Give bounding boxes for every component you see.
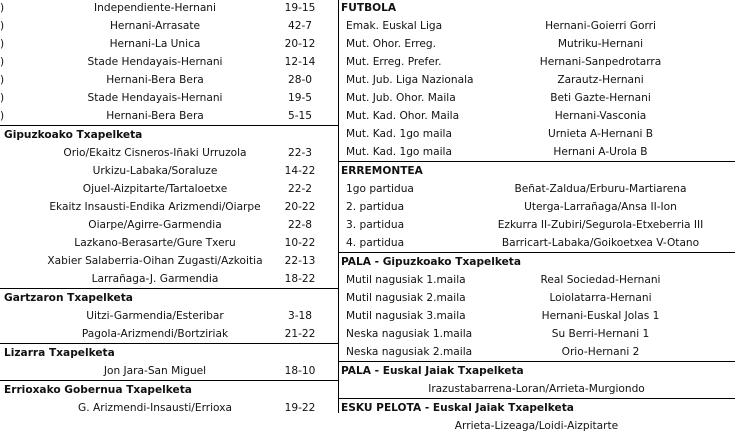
match-teams: Xabier Salaberria-Oihan Zugasti/Azkoitia xyxy=(47,255,263,267)
fixture-row xyxy=(338,53,735,71)
fixture-row xyxy=(338,198,735,216)
match-score: 10-22 xyxy=(284,237,316,249)
match-teams: Real Sociedad-Hernani xyxy=(540,274,661,286)
match-score: 19-22 xyxy=(284,402,316,414)
match-score: 20-12 xyxy=(284,38,316,50)
match-teams: Hernani-Sanpedrotarra xyxy=(539,56,662,68)
result-row xyxy=(0,325,338,344)
result-row xyxy=(0,89,338,107)
section-header: FUTBOLA xyxy=(341,2,397,14)
section-header: Gipuzkoako Txapelketa xyxy=(4,129,143,141)
row-edge-mark: ) xyxy=(0,38,5,50)
match-teams: Stade Hendayais-Hernani xyxy=(87,92,223,104)
match-score: 5-15 xyxy=(287,110,313,122)
upcoming-fixtures-panel xyxy=(338,0,735,432)
result-row xyxy=(0,362,338,381)
match-teams: Jon Jara-San Miguel xyxy=(103,365,207,377)
fixture-category: 1go partidua xyxy=(346,183,414,195)
match-teams: Arrieta-Lizeaga/Loidi-Aizpitarte xyxy=(454,420,619,432)
match-score: 22-13 xyxy=(284,255,316,267)
match-teams: Independiente-Hernani xyxy=(94,2,216,14)
fixture-row xyxy=(338,271,735,289)
match-teams: Pagola-Arizmendi/Bortziriak xyxy=(81,328,229,340)
fixture-category: Mutil nagusiak 1.maila xyxy=(346,274,466,286)
match-teams: Larrañaga-J. Garmendia xyxy=(91,273,219,285)
fixture-row xyxy=(338,180,735,198)
match-score: 18-10 xyxy=(284,365,316,377)
fixture-category: Mut. Kad. 1go maila xyxy=(346,128,452,140)
match-teams: Uitzi-Garmendia/Esteribar xyxy=(86,310,224,322)
fixture-category: Mut. Ohor. Erreg. xyxy=(346,38,436,50)
match-teams: Orio-Hernani 2 xyxy=(561,346,640,358)
result-row xyxy=(0,270,338,289)
fixture-row xyxy=(338,71,735,89)
match-teams: Mutriku-Hernani xyxy=(557,38,644,50)
section-header: Lizarra Txapelketa xyxy=(4,347,115,359)
fixture-row xyxy=(338,289,735,307)
row-edge-mark: ) xyxy=(0,56,5,68)
match-teams: Hernani-La Unica xyxy=(109,38,201,50)
match-teams: Hernani-Goierri Gorri xyxy=(545,20,656,32)
match-teams: Zarautz-Hernani xyxy=(557,74,644,86)
result-row xyxy=(0,307,338,325)
result-row xyxy=(0,198,338,216)
match-teams: Hernani-Vasconia xyxy=(554,110,647,122)
fixture-category: Emak. Euskal Liga xyxy=(346,20,443,32)
match-score: 18-22 xyxy=(284,273,316,285)
fixture-category: Neska nagusiak 2.maila xyxy=(346,346,473,358)
result-row xyxy=(0,17,338,35)
section-header: ERREMONTEA xyxy=(341,165,423,177)
result-row xyxy=(0,144,338,162)
match-score: 20-22 xyxy=(284,201,316,213)
match-teams: Beti Gazte-Hernani xyxy=(550,92,651,104)
match-score: 21-22 xyxy=(284,328,316,340)
fixture-category: 2. partidua xyxy=(346,201,405,213)
match-score: 19-15 xyxy=(284,2,316,14)
result-row xyxy=(0,252,338,270)
match-teams: Hernani A-Urola B xyxy=(553,146,648,158)
section-header: PALA - Gipuzkoako Txapelketa xyxy=(341,256,522,268)
match-teams: Hernani-Bera Bera xyxy=(106,74,204,86)
match-teams: Loiolatarra-Hernani xyxy=(549,292,652,304)
fixture-category: Neska nagusiak 1.maila xyxy=(346,328,473,340)
result-row xyxy=(0,71,338,89)
match-teams: Su Berri-Hernani 1 xyxy=(551,328,650,340)
fixture-row xyxy=(338,380,735,399)
fixture-category: 3. partidua xyxy=(346,219,405,231)
fixture-row xyxy=(338,417,735,435)
fixture-category: Mut. Kad. Ohor. Maila xyxy=(346,110,460,122)
match-teams: Beñat-Zaldua/Erburu-Martiarena xyxy=(514,183,687,195)
section-header: Errioxako Gobernua Txapelketa xyxy=(4,384,192,396)
match-score: 3-18 xyxy=(287,310,313,322)
match-teams: Urnieta A-Hernani B xyxy=(547,128,654,140)
fixture-row xyxy=(338,35,735,53)
fixture-category: Mutil nagusiak 2.maila xyxy=(346,292,466,304)
result-row xyxy=(0,0,338,17)
match-teams: Stade Hendayais-Hernani xyxy=(87,56,223,68)
rugby-pelota-results-panel xyxy=(0,0,339,413)
row-edge-mark: ) xyxy=(0,110,5,122)
fixture-row xyxy=(338,325,735,343)
fixture-category: Mut. Jub. Ohor. Maila xyxy=(346,92,456,104)
fixture-row xyxy=(338,307,735,325)
match-teams: Uterga-Larrañaga/Ansa II-Ion xyxy=(524,201,677,213)
row-edge-mark: ) xyxy=(0,92,5,104)
match-score: 22-3 xyxy=(287,147,313,159)
match-teams: Hernani-Euskal Jolas 1 xyxy=(541,310,660,322)
row-edge-mark: ) xyxy=(0,74,5,86)
fixture-category: Mut. Kad. 1go maila xyxy=(346,146,452,158)
match-teams: Hernani-Arrasate xyxy=(109,20,201,32)
match-teams: Orio/Ekaitz Cisneros-Iñaki Urruzola xyxy=(63,147,247,159)
match-teams: Lazkano-Berasarte/Gure Txeru xyxy=(74,237,236,249)
row-edge-mark: ) xyxy=(0,2,5,14)
section-header: ESKU PELOTA - Euskal Jaiak Txapelketa xyxy=(341,402,574,414)
match-teams: Ekaitz Insausti-Endika Arizmendi/Oiarpe xyxy=(49,201,261,213)
match-score: 42-7 xyxy=(287,20,313,32)
result-row xyxy=(0,107,338,126)
result-row xyxy=(0,399,338,417)
match-score: 22-8 xyxy=(287,219,313,231)
result-row xyxy=(0,53,338,71)
fixture-row xyxy=(338,143,735,162)
match-teams: Barricart-Labaka/Goikoetxea V-Otano xyxy=(501,237,700,249)
fixture-category: Mut. Jub. Liga Nazionala xyxy=(346,74,474,86)
match-score: 12-14 xyxy=(284,56,316,68)
fixture-row xyxy=(338,234,735,253)
result-row xyxy=(0,180,338,198)
section-header: Gartzaron Txapelketa xyxy=(4,292,133,304)
fixture-row xyxy=(338,89,735,107)
result-row xyxy=(0,216,338,234)
match-teams: Irazustabarrena-Loran/Arrieta-Murgiondo xyxy=(428,383,645,395)
match-teams: G. Arizmendi-Insausti/Errioxa xyxy=(78,402,232,414)
section-header: PALA - Euskal Jaiak Txapelketa xyxy=(341,365,524,377)
fixture-row xyxy=(338,343,735,362)
result-row xyxy=(0,35,338,53)
match-teams: Ezkurra II-Zubiri/Segurola-Etxeberria III xyxy=(497,219,704,231)
match-teams: Urkizu-Labaka/Soraluze xyxy=(92,165,218,177)
fixture-category: 4. partidua xyxy=(346,237,405,249)
fixture-category: Mut. Erreg. Prefer. xyxy=(346,56,442,68)
match-teams: Oiarpe/Agirre-Garmendia xyxy=(88,219,222,231)
fixture-row xyxy=(338,17,735,35)
match-score: 28-0 xyxy=(287,74,313,86)
fixture-category: Mutil nagusiak 3.maila xyxy=(346,310,466,322)
result-row xyxy=(0,162,338,180)
match-score: 19-5 xyxy=(287,92,313,104)
match-score: 14-22 xyxy=(284,165,316,177)
result-row xyxy=(0,234,338,252)
match-score: 22-2 xyxy=(287,183,313,195)
match-teams: Hernani-Bera Bera xyxy=(106,110,204,122)
match-teams: Ojuel-Aizpitarte/Tartaloetxe xyxy=(82,183,228,195)
fixture-row xyxy=(338,107,735,125)
fixture-row xyxy=(338,125,735,143)
fixture-row xyxy=(338,216,735,234)
row-edge-mark: ) xyxy=(0,20,5,32)
